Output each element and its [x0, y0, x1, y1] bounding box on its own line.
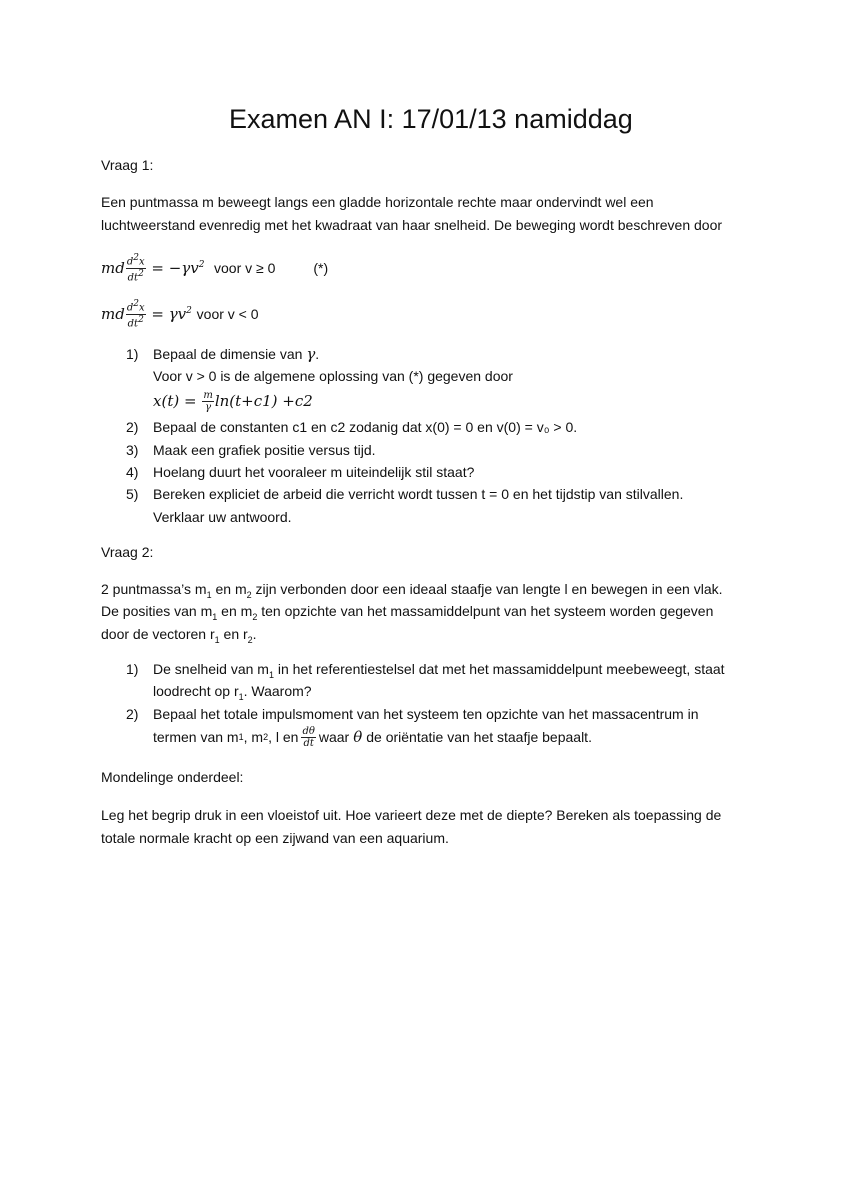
- q2-item-1-line1: De snelheid van $m_1$ in het referentiestelsel dat met het massamiddelpunt meebeweegt, staat: [153, 661, 725, 680]
- eq1-condition: voor v ≥ 0: [214, 260, 276, 276]
- q1-item-5: Bereken expliciet de arbeid die verricht wordt tussen t = 0 en het tijdstip van stilvallen.: [153, 486, 684, 502]
- q1-intro-line1: Een puntmassa m beweegt langs een gladde horizontale rechte maar ondervindt wel een: [101, 194, 654, 210]
- q1-item-5b: Verklaar uw antwoord.: [153, 509, 292, 525]
- q1-intro-line2: luchtweerstand evenredig met het kwadraat van haar snelheid. De beweging wordt beschreven door: [101, 217, 723, 233]
- text-part: en m: [211, 581, 247, 597]
- solution-equation: x ( t ) = $\frac{m}{\gamma}$ ln( t + c 1) + c 2: [153, 389, 313, 413]
- text-part: in het referentiestelsel dat met het massamiddelpunt meebeweegt, staat: [273, 661, 725, 677]
- list-item-number: 5): [126, 486, 139, 502]
- list-item-number: 1): [126, 661, 139, 677]
- q2-item-1-line2: loodrecht op $r_1$. Waarom?: [153, 683, 312, 702]
- q2-heading: Vraag 2:: [101, 544, 154, 560]
- text-part: en r: [219, 626, 248, 642]
- list-item-number: 4): [126, 464, 139, 480]
- list-item-number: 2): [126, 706, 139, 722]
- q2-intro-line1: 2 puntmassa’s $m_1$ en $m_2$ zijn verbonden door een ideaal staafje van lengte l en bewegen in een vlak.: [101, 581, 723, 600]
- list-item-number: 2): [126, 419, 139, 435]
- text-part: door de vectoren r: [101, 626, 215, 642]
- eq2-condition: voor v < 0: [196, 306, 259, 322]
- equation-1: md $\frac{d^2x}{dt^2}$ = $-\gamma v^2$ voor v ≥ 0 (*): [101, 253, 329, 283]
- text-part: termen van m: [153, 729, 239, 745]
- q1-heading: Vraag 1:: [101, 157, 154, 173]
- q2-intro-line2: De posities van $m_1$ en $m_2$ ten opzichte van het massamiddelpunt van het systeem worden gegeven: [101, 603, 714, 622]
- text-part: .: [252, 626, 257, 642]
- text-part: ten opzichte van het massamiddelpunt van het systeem worden gegeven: [257, 603, 714, 619]
- text-part: de oriëntatie van het staafje bepaalt.: [366, 729, 592, 745]
- q1-item-4: Hoelang duurt het vooraleer m uiteindelijk stil staat?: [153, 464, 475, 480]
- text-part: loodrecht op r: [153, 683, 239, 699]
- text-part: . Waarom?: [243, 683, 312, 699]
- page-title: Examen AN I: 17/01/13 namiddag: [229, 104, 633, 134]
- oral-heading: Mondelinge onderdeel:: [101, 769, 244, 785]
- q2-intro-line3: door de vectoren $r_1$ en $r_2$.: [101, 626, 257, 645]
- equation-2: md $\frac{d^2x}{dt^2}$ = $\gamma v^2$ voor v < 0: [101, 299, 259, 329]
- text-part: , l en: [268, 729, 299, 745]
- text-part: 2 puntmassa’s m: [101, 581, 207, 597]
- q2-item-2-line1: Bepaal het totale impulsmoment van het systeem ten opzichte van het massacentrum in: [153, 706, 699, 722]
- text-part: waar: [318, 729, 350, 745]
- q1-item-1b: Voor v > 0 is de algemene oplossing van (*) gegeven door: [153, 368, 513, 384]
- text-part: De posities van m: [101, 603, 213, 619]
- dtheta-dt-fraction: $\frac{d\theta}{dt}$: [302, 725, 315, 749]
- oral-line2: totale normale kracht op een zijwand van een aquarium.: [101, 830, 449, 846]
- q1-item-2: Bepaal de constanten c1 en c2 zodanig dat x(0) = 0 en v(0) = v₀ > 0.: [153, 419, 578, 435]
- text-part: De snelheid van m: [153, 661, 269, 677]
- eq1-tag: (*): [313, 260, 329, 276]
- q2-item-2-line2: termen van m 1 , m 2 , l en $\frac{d\theta}{dt}$ waar θ de oriëntatie van het staafje bepaalt.: [153, 725, 592, 749]
- oral-line1: Leg het begrip druk in een vloeistof uit. Hoe varieert deze met de diepte? Bereken als toepassing de: [101, 807, 722, 823]
- text-part: zijn verbonden door een ideaal staafje van lengte l en bewegen in een vlak.: [251, 581, 723, 597]
- list-item-number: 1): [126, 346, 139, 362]
- text-part: , m: [243, 729, 264, 745]
- list-item-number: 3): [126, 442, 139, 458]
- q1-item-1-text: Bepaal de dimensie van: [153, 346, 303, 362]
- q1-item-3: Maak een grafiek positie versus tijd.: [153, 442, 376, 458]
- text-part: en m: [217, 603, 253, 619]
- q1-item-1: Bepaal de dimensie van γ.: [153, 345, 320, 363]
